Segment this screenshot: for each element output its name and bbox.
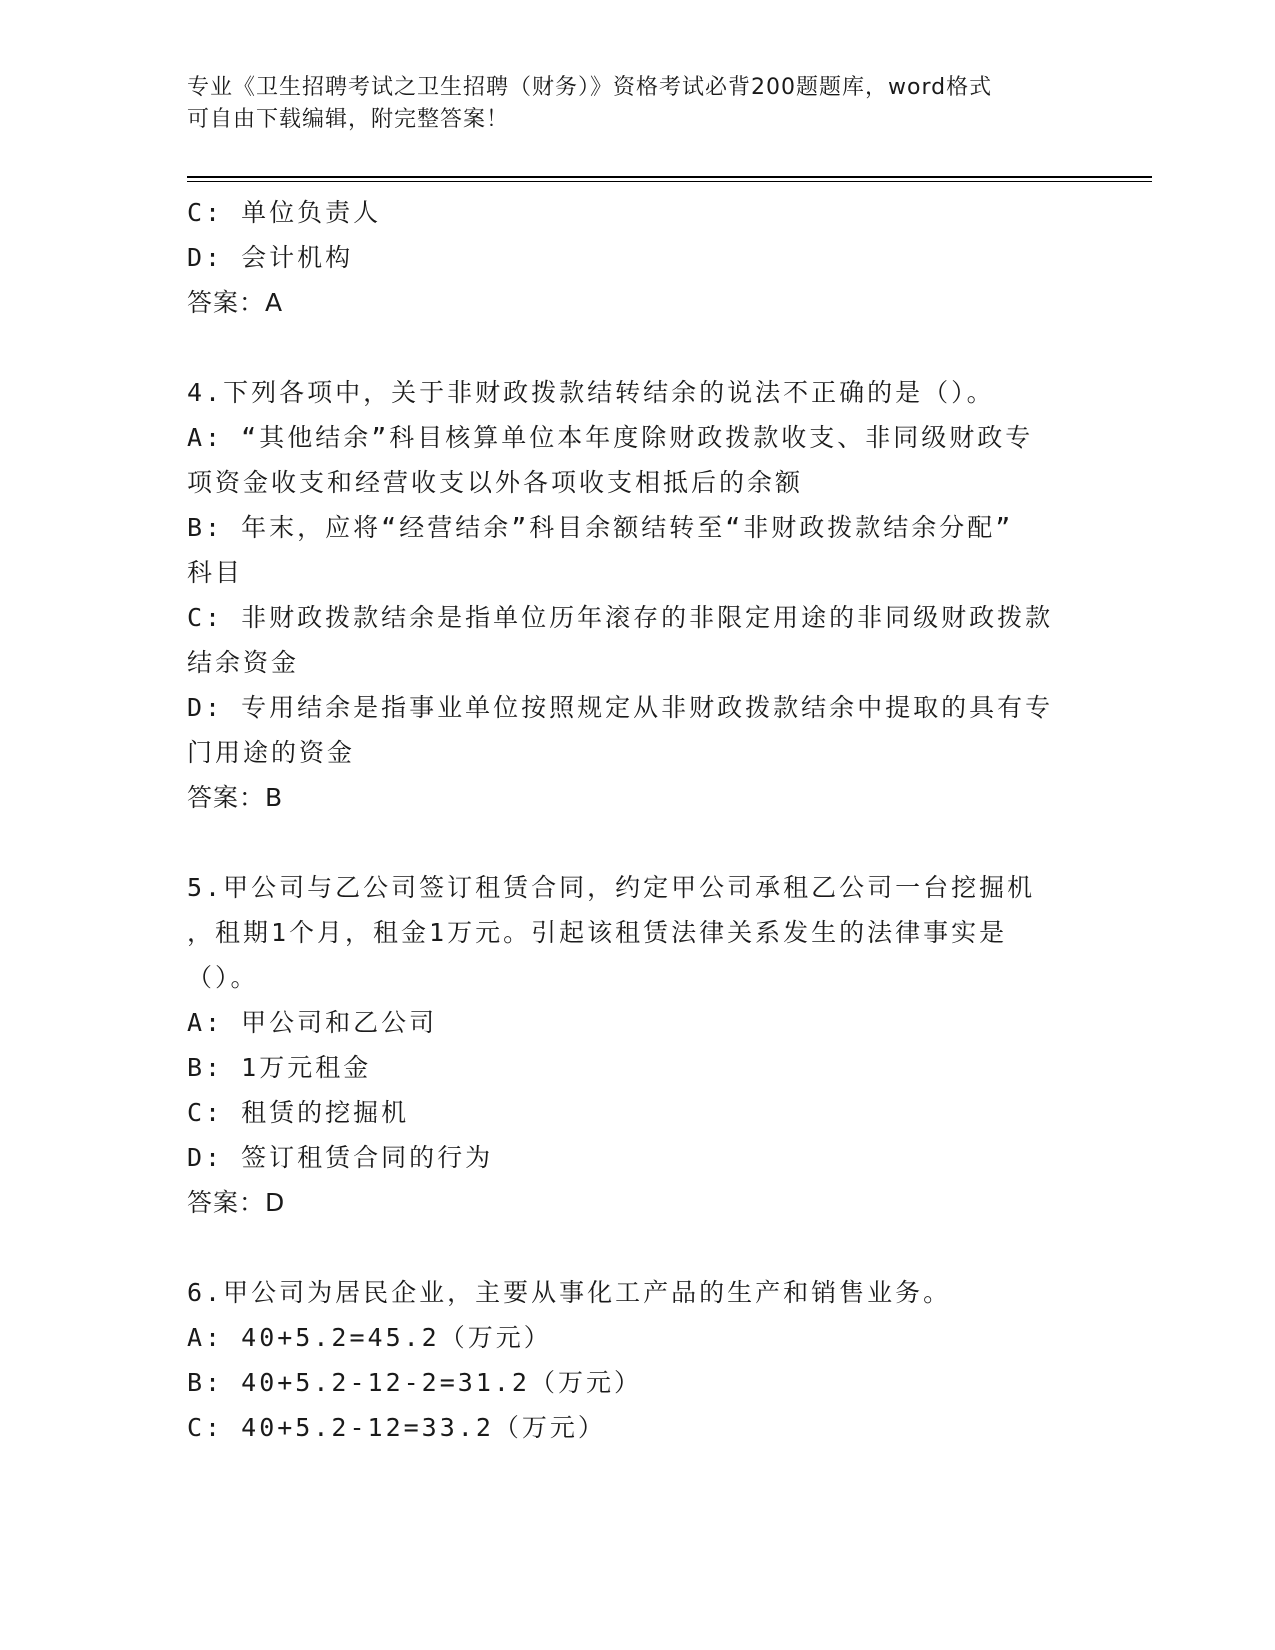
q4-answer: 答案：B [187, 783, 284, 812]
q6-option-a: A: 40+5.2=45.2（万元） [187, 1323, 552, 1352]
header-rule-thin [187, 181, 1152, 182]
q3-answer: 答案：A [187, 288, 284, 317]
q5-answer: 答案：D [187, 1188, 286, 1217]
q5-option-d: D: 签订租赁合同的行为 [187, 1143, 494, 1172]
q5-stem-line-3: （）。 [187, 963, 259, 992]
q5-option-c: C: 租赁的挖掘机 [187, 1098, 410, 1127]
q6-option-c: C: 40+5.2-12=33.2（万元） [187, 1413, 606, 1442]
spacer [187, 1225, 1077, 1270]
q5-option-a: A: 甲公司和乙公司 [187, 1008, 438, 1037]
q4-option-b-line-2: 科目 [187, 558, 244, 587]
q4-option-a-line-1: A: “其他结余”科目核算单位本年度除财政拨款收支、非同级财政专 [187, 423, 1034, 452]
question-content [187, 190, 1077, 1450]
header-line-1: 专业《卫生招聘考试之卫生招聘（财务）》资格考试必背200题题库，word格式 [187, 75, 993, 100]
q4-option-d-line-1: D: 专用结余是指事业单位按照规定从非财政拨款结余中提取的具有专 [187, 693, 1054, 722]
q6-option-b: B: 40+5.2-12-2=31.2（万元） [187, 1368, 642, 1397]
header-rule-thick [187, 176, 1152, 178]
q5-option-b: B: 1万元租金 [187, 1053, 372, 1082]
q4-option-a-line-2: 项资金收支和经营收支以外各项收支相抵后的余额 [187, 468, 804, 497]
document-header [187, 72, 1067, 136]
q5-stem-line-1: 5.甲公司与乙公司签订租赁合同，约定甲公司承租乙公司一台挖掘机 [187, 873, 1036, 902]
spacer [187, 820, 1077, 865]
spacer [187, 325, 1077, 370]
q4-option-c-line-1: C: 非财政拨款结余是指单位历年滚存的非限定用途的非同级财政拨款 [187, 603, 1054, 632]
q4-option-c-line-2: 结余资金 [187, 648, 300, 677]
q3-option-d: D: 会计机构 [187, 243, 354, 272]
q3-option-c: C: 单位负责人 [187, 198, 382, 227]
q4-option-b-line-1: B: 年末，应将“经营结余”科目余额结转至“非财政拨款结余分配” [187, 513, 1014, 542]
header-line-2: 可自由下载编辑，附完整答案！ [187, 107, 510, 132]
q4-option-d-line-2: 门用途的资金 [187, 738, 356, 767]
q6-stem: 6.甲公司为居民企业，主要从事化工产品的生产和销售业务。 [187, 1278, 952, 1307]
q5-stem-line-2: ，租期1个月，租金1万元。引起该租赁法律关系发生的法律事实是 [187, 918, 1008, 947]
q4-stem: 4.下列各项中，关于非财政拨款结转结余的说法不正确的是（）。 [187, 378, 995, 407]
